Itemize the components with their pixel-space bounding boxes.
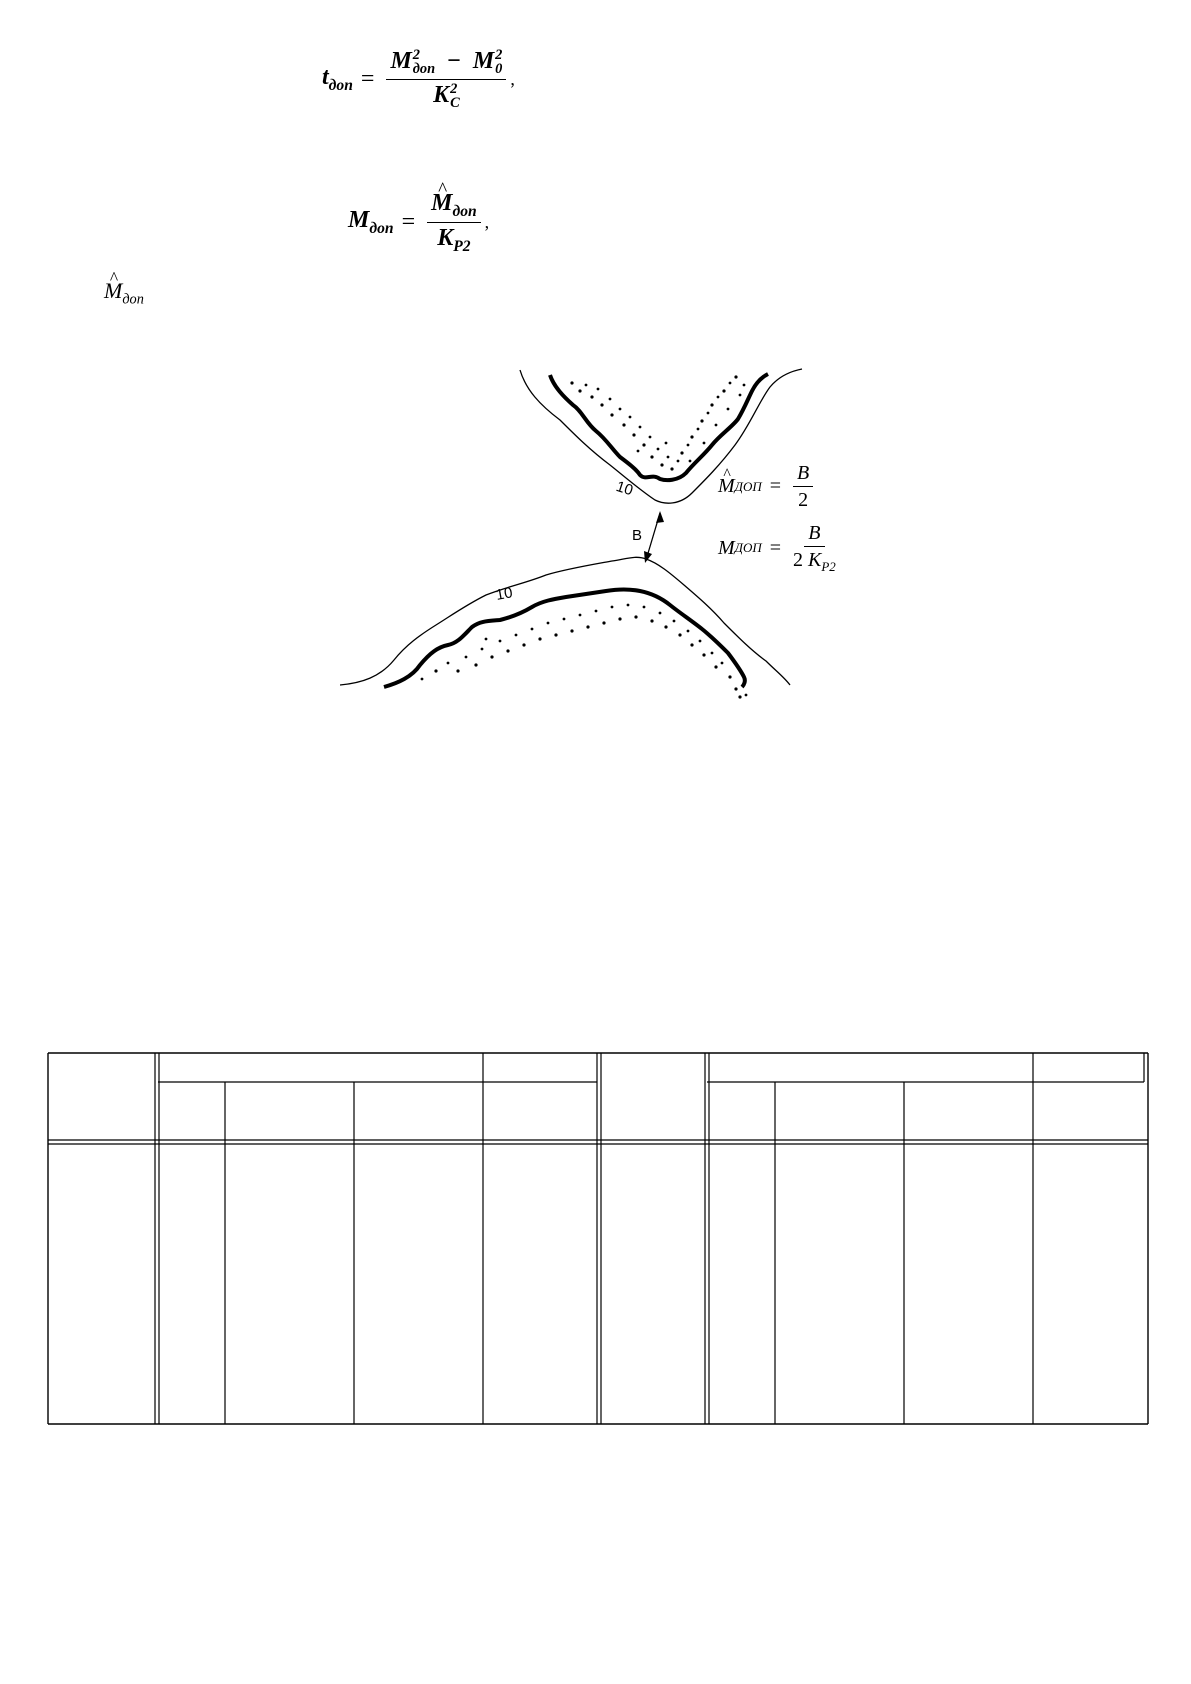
upper-contour-label: 10 <box>613 477 636 500</box>
figure-eq-m: M ДОП = $\frac{B}{2 K_{P2}}$ <box>718 522 836 574</box>
lower-contour-label: 10 <box>494 584 514 604</box>
distance-label: B <box>632 527 643 544</box>
formula-m-fraction: ^ $\frac{M_{доп}}{K_{P2}}$ <box>427 190 481 255</box>
inline-symbol-m-dop: ^ $M_{доп}$ <box>104 278 144 308</box>
figure-eq-m-hat: ^ M ДОП = $\frac{B}{2}$ <box>718 462 817 511</box>
formula-m-dop: $M_{доп}$ = ^ $\frac{M_{доп}}{K_{P2}}$ , <box>348 190 489 255</box>
formula-m-lhs: $M_{доп}$ <box>348 207 394 237</box>
formula-t-lhs: $t_{доп}$ <box>322 63 353 94</box>
formula-t-fraction: M 2 доп − M 2 0 K 2 C <box>386 48 506 111</box>
formula-t-dop: $t_{доп}$ = M 2 доп − M 2 0 K 2 C , <box>322 47 515 112</box>
